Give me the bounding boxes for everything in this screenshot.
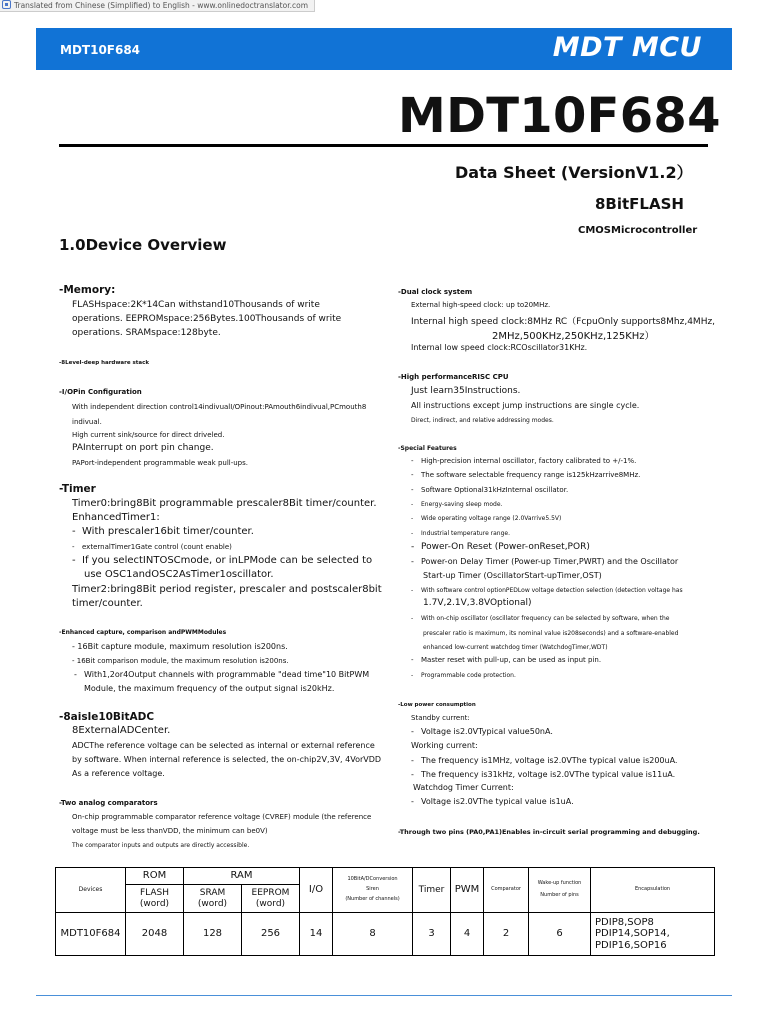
section-heading-overview: 1.0Device Overview [59,236,227,254]
icsp-line: -Through two pins (PA0,PA1)Enables in-circuit serial programming and debugging. [398,828,700,836]
package-line: PDIP14,SOP14, [595,928,670,940]
timer-line: timer/counter. [72,598,143,609]
comparator-line: voltage must be less thanVDD, the minimum can be0V) [72,827,268,835]
timer-line: EnhancedTimer1: [72,512,160,523]
header-eeprom-unit: (word) [255,898,286,909]
cell-wake: 6 [529,913,591,956]
cell-timer: 3 [413,913,451,956]
package-line: PDIP8,SOP8 [595,916,654,928]
clock-line: 2MHz,500KHz,250KHz,125KHz） [492,331,655,342]
feature-line: - Wide operating voltage range (2.0Varrive5.5V) [421,515,561,522]
stack-heading: -8Level-deep hardware stack [59,360,150,366]
risc-heading: -High performanceRISC CPU [398,373,509,381]
clock-line: Internal high speed clock:8MHz RC（FcpuOnly supports8Mhz,4MHz, [411,317,716,327]
ccp-line: - 16Bit comparison module, the maximum resolution is200ns. [72,657,289,665]
io-heading: -I/OPin Configuration [59,388,142,396]
adc-line: ADCThe reference voltage can be selected as internal or external reference [72,741,375,750]
timer-heading: -Timer [59,483,96,495]
feature-line: 1.7V,2.1V,3.8VOptional) [423,598,532,608]
header-sram-label: SRAM [199,888,226,899]
memory-line: operations. EEPROMspace:256Bytes.100Thousands of write [72,314,342,324]
cmos-label: CMOSMicrocontroller [578,225,698,236]
timer-line: - externalTimer1Gate control (count enable) [82,543,232,551]
feature-line: - Programmable code protection. [421,672,516,679]
feature-line: - Software Optional31kHzInternal oscillator. [421,486,568,494]
cell-flash: 2048 [126,913,184,956]
watermark-text: Translated from Chinese (Simplified) to English - www.onlinedoctranslator.com [14,1,309,10]
header-eeprom-label: EEPROM [251,888,290,899]
device-spec-table [55,867,715,956]
low-power-heading: -Low power consumption [398,702,476,708]
clock-line: External high-speed clock: up to20MHz. [411,301,551,309]
feature-line: - Power-on Delay Timer (Power-up Timer,PWRT) and the Oscillator [421,557,678,566]
power-line: - The frequency is31kHz, voltage is2.0VThe typical value is11uA. [421,770,675,779]
header-pwm: PWM [451,868,484,913]
header-flash [126,885,184,913]
datasheet-version: Data Sheet (VersionV1.2） [455,163,693,182]
header-wake-line: Wake-up function [537,880,582,887]
feature-line: Start-up Timer (OscillatorStart-upTimer,OST) [423,571,602,580]
cell-io: 14 [300,913,333,956]
risc-line: All instructions except jump instructions are single cycle. [411,401,640,410]
feature-line: - The software selectable frequency range is125kHzarrive8MHz. [421,471,640,479]
power-line: - Voltage is2.0VThe typical value is1uA. [421,797,574,806]
io-line: PAPort-independent programmable weak pull-ups. [72,459,248,467]
comparator-line: The comparator inputs and outputs are directly accessible. [72,842,250,849]
header-flash-label: FLASH [139,888,170,899]
adc-heading: -8aisle10BitADC [59,711,155,723]
header-model: MDT10F684 [60,43,141,57]
timer-line: Timer0:bring8Bit programmable prescaler8Bit timer/counter. [72,498,377,509]
clock-heading: -Dual clock system [398,288,473,296]
header-adc [333,868,413,913]
ccp-heading: -Enhanced capture, comparison andPWMModules [59,629,227,636]
table-row [56,913,715,956]
header-flash-unit: (word) [139,898,170,909]
header-sram [184,885,242,913]
header-ram: RAM [184,868,300,885]
title-divider [59,144,708,147]
header-eeprom [242,885,300,913]
header-adc-line: (Number of channels) [345,895,400,902]
memory-heading: -Memory: [59,284,116,296]
page-title: MDT10F684 [398,88,721,144]
power-line: Watchdog Timer Current: [413,783,514,792]
risc-line: Direct, indirect, and relative addressing modes. [411,417,554,424]
bitflash-label: 8BitFLASH [595,195,684,213]
header-adc-line: Siren [366,886,379,893]
cell-comparator: 2 [484,913,529,956]
header-bar [36,28,732,70]
feature-line: - With on-chip oscillator (oscillator frequency can be selected by software, when the [421,615,669,622]
io-line: indivual. [72,418,102,426]
clock-line: Internal low speed clock:RCOscillator31KHz. [411,343,588,352]
cell-sram: 128 [184,913,242,956]
cell-device: MDT10F684 [56,913,126,956]
cell-pwm: 4 [451,913,484,956]
header-devices: Devices [56,868,126,913]
memory-line: operations. SRAMspace:128byte. [72,328,221,338]
power-line: Standby current: [411,714,470,722]
header-comparator: Comparator [484,868,529,913]
header-wake [529,868,591,913]
header-encapsulation: Encapsulation [591,868,715,913]
feature-line: - High-precision internal oscillator, factory calibrated to +/-1%. [421,457,636,465]
memory-line: FLASHspace:2K*14Can withstand10Thousands of write [72,300,320,310]
header-wake-line: Number of pins [540,892,579,898]
feature-line: - With software control optionPEDLow voltage detection selection (detection voltage has [421,587,683,594]
header-brand: MDT MCU [552,32,702,63]
cell-eeprom: 256 [242,913,300,956]
ccp-line: - 16Bit capture module, maximum resolution is200ns. [72,642,288,651]
special-features-heading: -Special Features [398,445,457,452]
translation-watermark [0,0,315,12]
feature-line: - Energy-saving sleep mode. [421,501,502,508]
timer-line: Timer2:bring8Bit period register, prescaler and postscaler8bit [72,584,382,595]
header-rom: ROM [126,868,184,885]
comparator-heading: -Two analog comparators [59,799,158,807]
io-line: With independent direction control14indivualI/OPinout:PAmouth6indivual,PCmouth8 [72,403,367,411]
power-line: - Voltage is2.0VTypical value50nA. [421,727,553,736]
feature-line: prescaler ratio is maximum, its nominal value is208seconds) and a software-enabled [423,630,679,637]
adc-line: As a reference voltage. [72,769,165,778]
translate-icon [2,0,11,9]
header-io: I/O [300,868,333,913]
feature-line: enhanced low-current watchdog timer (WatchdogTimer,WDT) [423,644,608,651]
io-line: High current sink/source for direct driveled. [72,431,225,439]
header-adc-line: 10BitA/DConversion [347,876,398,883]
risc-line: Just learn35Instructions. [411,386,521,396]
feature-line: - Master reset with pull-up, can be used as input pin. [421,656,601,664]
header-timer: Timer [413,868,451,913]
feature-line: - Industrial temperature range. [421,530,510,537]
ccp-line: - With1,2or4Output channels with programmable "dead time"10 BitPWM [84,670,369,679]
adc-line: 8ExternalADCenter. [72,725,171,736]
power-line: Working current: [411,741,478,750]
ccp-line: Module, the maximum frequency of the output signal is20kHz. [84,684,335,693]
footer-divider [36,995,732,996]
comparator-line: On-chip programmable comparator reference voltage (CVREF) module (the reference [72,813,372,821]
adc-line: by software. When internal reference is selected, the on-chip2V,3V, 4VorVDD [72,755,382,764]
cell-adc: 8 [333,913,413,956]
header-sram-unit: (word) [197,898,228,909]
timer-line: - If you selectINTOSCmode, or inLPMode can be selected to [82,555,372,566]
timer-line: - With prescaler16bit timer/counter. [82,526,254,537]
timer-line: use OSC1andOSC2AsTimer1oscillator. [84,569,274,580]
package-line: PDIP16,SOP16 [595,939,667,951]
cell-package [591,913,715,956]
feature-line: - Power-On Reset (Power-onReset,POR) [421,542,590,552]
io-line: PAInterrupt on port pin change. [72,443,214,453]
power-line: - The frequency is1MHz, voltage is2.0VThe typical value is200uA. [421,756,677,765]
